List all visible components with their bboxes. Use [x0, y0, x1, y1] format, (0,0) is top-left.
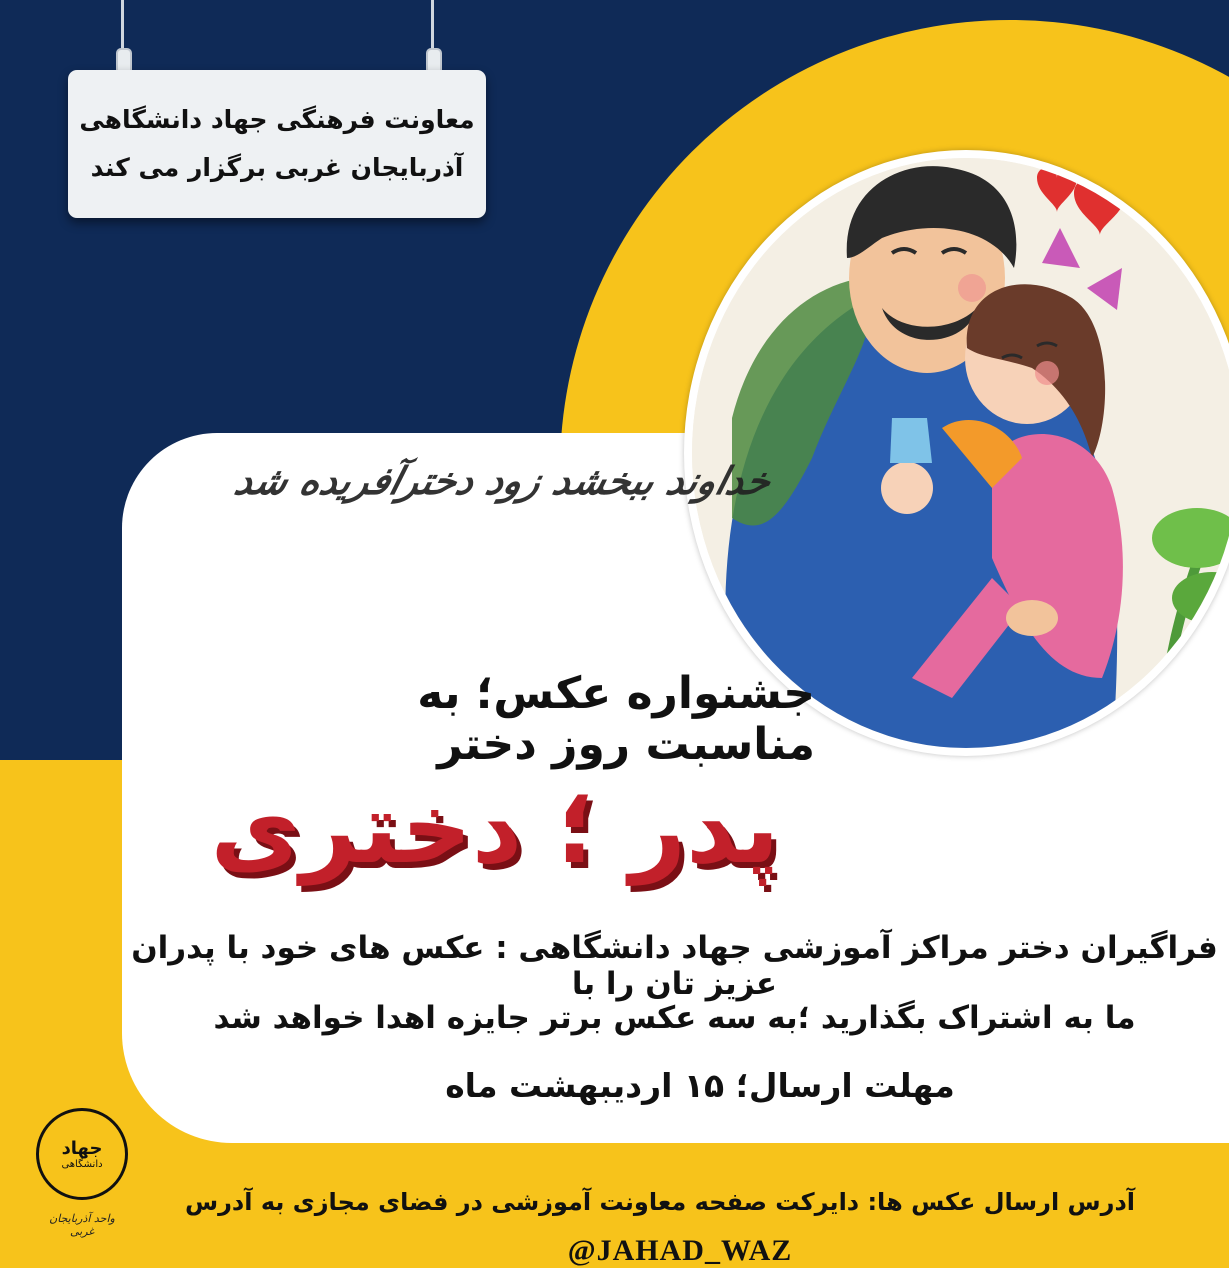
festival-title: جشنواره عکس؛ به مناسبت روز دختر: [417, 668, 815, 770]
submission-address: آدرس ارسال عکس ها: دایرکت صفحه معاونت آموزشی در فضای مجازی به آدرس: [184, 1188, 1136, 1216]
organizer-sign: [68, 70, 486, 218]
sign-line-1: معاونت فرهنگی جهاد دانشگاهی: [79, 105, 475, 134]
social-handle: @JAHAD_WAZ: [567, 1234, 793, 1267]
bottom-strip: [0, 1268, 1229, 1281]
calligraphy-verse: خداوند ببخشد زود دخترآفریده شد: [230, 458, 777, 503]
description-line-2: ما به اشتراک بگذارید ؛به سه عکس برتر جایزه اهدا خواهد شد: [213, 1000, 1136, 1036]
father-daughter-illustration: [684, 150, 1229, 756]
jahad-logo: [36, 1108, 128, 1236]
illustration-svg: [692, 158, 1229, 748]
sign-line-2: آذربایجان غربی برگزار می کند: [90, 153, 464, 182]
logo-subtitle: دانشگاهی: [61, 1158, 103, 1170]
deadline-text: مهلت ارسال؛ ۱۵ اردیبهشت ماه: [445, 1066, 955, 1105]
logo-title: جهاد: [61, 1137, 103, 1159]
logo-caption: واحد آذربایجان غربی: [49, 1212, 115, 1238]
main-title: پدر ؛ دختری: [210, 772, 780, 886]
description-line-1: فراگیران دختر مراکز آموزشی جهاد دانشگاهی : عکس های خود با پدران عزیز تان را با: [131, 930, 1218, 1002]
logo-emblem: [36, 1108, 128, 1200]
